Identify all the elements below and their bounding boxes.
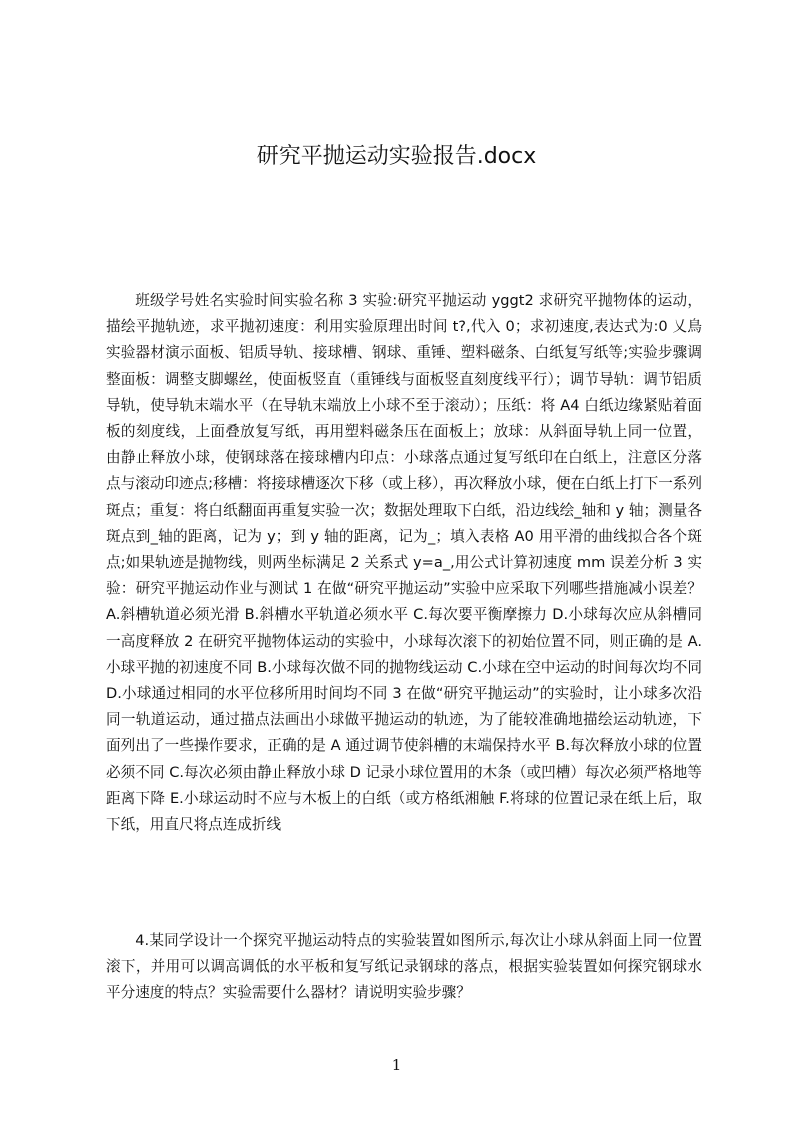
page-number: 1	[391, 1056, 402, 1074]
body-paragraph-question-4: 4.某同学设计一个探究平抛运动特点的实验装置如图所示,每次让小球从斜面上同一位置滚下，并用可以调高调低的水平板和复写纸记录钢球的落点，根据实验装置如何探究钢球水平分速度的特点？实验需要什么器材？请说明实验步骤？	[106, 932, 702, 1002]
body-paragraph-experiment-report: 班级学号姓名实验时间实验名称 3 实验:研究平抛运动 yggt2 求研究平抛物体的运动，描绘平抛轨迹，求平抛初速度：利用实验原理出时间 t?,代入 0；求初速度,表达式为:0 乂鳥实验器材演示面板、铝质导轨、接球槽、钢球、重锤、塑料磁条、白纸复写纸等;实验步骤调整面板：调整支脚螺丝，使面板竖直（重锤线与面板竖直刻度线平行）；调节导轨：调节铝质导轨，使导轨末端水平（在导轨末端放上小球不至于滚动）；压纸：将 A4 白纸边缘紧贴着面板的刻度线，上面叠放复写纸，再用塑料磁条压在面板上；放球：从斜面导轨上同一位置，由静止释放小球，使钢球落在接球槽内印点：小球落点通过复写纸印在白纸上，注意区分落点与滚动印迹点;移槽：将接球槽逐次下移（或上移），再次释放小球，便在白纸上打下一系列斑点；重复：将白纸翻面再重复实验一次；数据处理取下白纸，沿边线绘_轴和 y 轴；测量各斑点到_轴的距离，记为 y；到 y 轴的距离，记为_；填入表格 A0 用平滑的曲线拟合各个斑点;如果轨迹是抛物线，则两坐标满足 2 关系式 y=a_,用公式计算初速度 mm 误差分析 3 实验：研究平抛运动作业与测试 1 在做“研究平抛运动”实验中应采取下列哪些措施减小误差？A.斜槽轨道必须光滑 B.斜槽水平轨道必须水平 C.每次要平衡摩擦力 D.小球每次应从斜槽同一高度释放 2 在研究平抛物体运动的实验中，小球每次滚下的初始位置不同，则正确的是 A.小球平抛的初速度不同 B.小球每次做不同的抛物线运动 C.小球在空中运动的时间每次均不同 D.小球通过相同的水平位移所用时间均不同 3 在做“研究平抛运动”的实验时，让小球多次沿同一轨道运动，通过描点法画出小球做平抛运动的轨迹，为了能较准确地描绘运动轨迹，下面列出了一些操作要求，正确的是 A 通过调节使斜槽的末端保持水平 B.每次释放小球的位置必须不同 C.每次必须由静止释放小球 D 记录小球位置用的木条（或凹槽）每次必须严格地等距离下降 E.小球运动时不应与木板上的白纸（或方格纸湘触 F.将球的位置记录在纸上后，取下纸，用直尺将点连成折线	[106, 292, 702, 834]
document-title: 研究平抛运动实验报告.docx	[256, 144, 537, 169]
